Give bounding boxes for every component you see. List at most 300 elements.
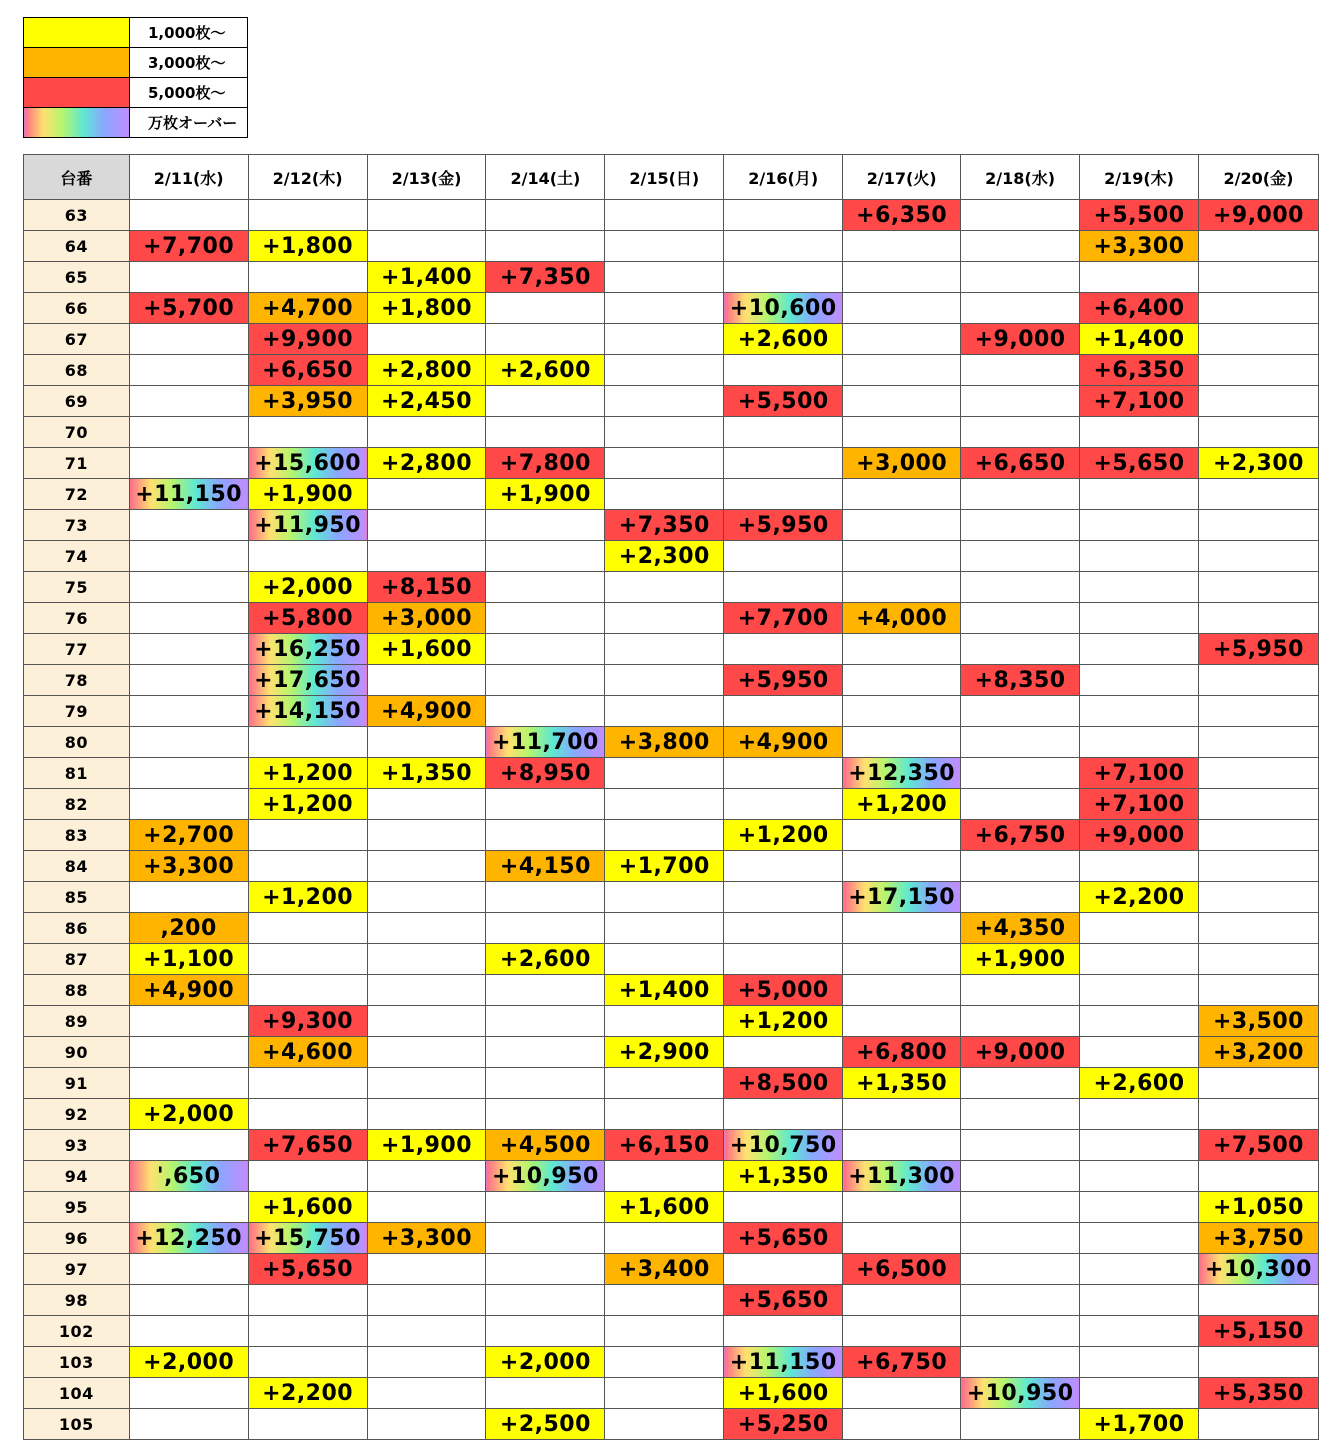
result-cell: +2,000 bbox=[129, 1347, 248, 1378]
result-cell bbox=[724, 479, 843, 510]
result-cell bbox=[961, 1223, 1080, 1254]
result-cell bbox=[724, 634, 843, 665]
result-cell bbox=[843, 1409, 961, 1440]
result-cell bbox=[1198, 293, 1318, 324]
date-header: 2/15(日) bbox=[605, 155, 724, 200]
result-cell bbox=[367, 1068, 486, 1099]
result-cell: +6,650 bbox=[961, 448, 1080, 479]
table-row bbox=[24, 262, 1319, 293]
machine-number: 67 bbox=[24, 324, 130, 355]
machine-number: 102 bbox=[24, 1316, 130, 1347]
result-cell bbox=[843, 944, 961, 975]
result-cell bbox=[129, 417, 248, 448]
result-cell: +1,200 bbox=[724, 820, 843, 851]
machine-number: 95 bbox=[24, 1192, 130, 1223]
result-cell bbox=[129, 262, 248, 293]
result-cell bbox=[367, 944, 486, 975]
machine-number: 74 bbox=[24, 541, 130, 572]
result-cell: +16,250 bbox=[248, 634, 367, 665]
result-cell: +5,650 bbox=[1080, 448, 1199, 479]
machine-number: 103 bbox=[24, 1347, 130, 1378]
table-row bbox=[24, 727, 1319, 758]
result-cell bbox=[1080, 479, 1199, 510]
machine-number: 65 bbox=[24, 262, 130, 293]
result-cell bbox=[1198, 1068, 1318, 1099]
machine-number: 82 bbox=[24, 789, 130, 820]
machine-number: 89 bbox=[24, 1006, 130, 1037]
result-cell bbox=[1198, 882, 1318, 913]
table-row bbox=[24, 1223, 1319, 1254]
color-legend bbox=[23, 17, 248, 138]
result-cell: +10,600 bbox=[724, 293, 843, 324]
result-cell bbox=[843, 1130, 961, 1161]
result-cell bbox=[248, 1347, 367, 1378]
result-cell bbox=[605, 231, 724, 262]
result-cell bbox=[129, 696, 248, 727]
result-cell: +3,800 bbox=[605, 727, 724, 758]
result-cell: +9,000 bbox=[961, 324, 1080, 355]
result-cell bbox=[129, 1409, 248, 1440]
legend-swatch bbox=[24, 108, 130, 138]
result-cell: +3,300 bbox=[129, 851, 248, 882]
result-cell bbox=[724, 789, 843, 820]
result-cell: +5,650 bbox=[248, 1254, 367, 1285]
date-header: 2/19(木) bbox=[1080, 155, 1199, 200]
machine-number: 63 bbox=[24, 200, 130, 231]
result-cell bbox=[961, 541, 1080, 572]
result-cell: +7,700 bbox=[129, 231, 248, 262]
result-cell: +1,350 bbox=[843, 1068, 961, 1099]
result-cell: +4,900 bbox=[724, 727, 843, 758]
result-cell bbox=[961, 975, 1080, 1006]
result-cell bbox=[129, 634, 248, 665]
result-cell: +7,700 bbox=[724, 603, 843, 634]
result-cell bbox=[486, 293, 605, 324]
result-cell bbox=[724, 1254, 843, 1285]
result-cell bbox=[961, 1006, 1080, 1037]
result-cell: +10,950 bbox=[961, 1378, 1080, 1409]
result-cell bbox=[486, 231, 605, 262]
result-cell bbox=[605, 386, 724, 417]
legend-swatch bbox=[24, 48, 130, 78]
result-cell: +1,900 bbox=[248, 479, 367, 510]
result-cell bbox=[961, 1409, 1080, 1440]
result-cell: +6,800 bbox=[843, 1037, 961, 1068]
result-cell bbox=[367, 200, 486, 231]
result-cell bbox=[1198, 541, 1318, 572]
table-row bbox=[24, 1037, 1319, 1068]
result-cell: +2,600 bbox=[486, 944, 605, 975]
date-header: 2/14(土) bbox=[486, 155, 605, 200]
table-row bbox=[24, 913, 1319, 944]
result-cell bbox=[1080, 975, 1199, 1006]
result-cell: +1,800 bbox=[248, 231, 367, 262]
result-cell bbox=[843, 634, 961, 665]
machine-number: 104 bbox=[24, 1378, 130, 1409]
result-cell bbox=[843, 913, 961, 944]
result-cell bbox=[367, 1254, 486, 1285]
result-cell bbox=[961, 1130, 1080, 1161]
result-cell: +2,200 bbox=[1080, 882, 1199, 913]
result-cell bbox=[129, 603, 248, 634]
result-cell bbox=[129, 1316, 248, 1347]
result-cell bbox=[248, 541, 367, 572]
result-cell: +1,200 bbox=[724, 1006, 843, 1037]
result-cell: +7,100 bbox=[1080, 386, 1199, 417]
result-cell: +9,000 bbox=[1198, 200, 1318, 231]
result-cell bbox=[1198, 1285, 1318, 1316]
table-row bbox=[24, 1378, 1319, 1409]
machine-number: 96 bbox=[24, 1223, 130, 1254]
result-cell bbox=[961, 1068, 1080, 1099]
table-row bbox=[24, 665, 1319, 696]
machine-number: 79 bbox=[24, 696, 130, 727]
result-cell bbox=[129, 789, 248, 820]
result-cell bbox=[1198, 479, 1318, 510]
result-cell: +4,500 bbox=[486, 1130, 605, 1161]
result-cell bbox=[486, 696, 605, 727]
machine-number: 71 bbox=[24, 448, 130, 479]
result-cell: +11,950 bbox=[248, 510, 367, 541]
table-row bbox=[24, 1316, 1319, 1347]
result-cell: +15,600 bbox=[248, 448, 367, 479]
result-cell: +10,300 bbox=[1198, 1254, 1318, 1285]
result-cell bbox=[129, 324, 248, 355]
result-cell bbox=[1198, 1347, 1318, 1378]
result-cell bbox=[1080, 572, 1199, 603]
result-cell bbox=[129, 1068, 248, 1099]
machine-number-header: 台番 bbox=[24, 155, 130, 200]
result-cell: +1,600 bbox=[724, 1378, 843, 1409]
result-cell bbox=[486, 913, 605, 944]
result-cell bbox=[605, 417, 724, 448]
table-row bbox=[24, 448, 1319, 479]
result-cell: +6,750 bbox=[843, 1347, 961, 1378]
result-cell bbox=[605, 665, 724, 696]
result-cell: +6,150 bbox=[605, 1130, 724, 1161]
result-cell bbox=[367, 727, 486, 758]
legend-swatch bbox=[24, 18, 130, 48]
result-cell bbox=[1080, 1192, 1199, 1223]
date-header: 2/17(火) bbox=[843, 155, 961, 200]
result-cell: +2,000 bbox=[129, 1099, 248, 1130]
table-row bbox=[24, 1347, 1319, 1378]
result-cell: +1,200 bbox=[248, 789, 367, 820]
result-cell bbox=[486, 603, 605, 634]
result-cell bbox=[486, 1192, 605, 1223]
result-cell bbox=[367, 1161, 486, 1192]
result-cell bbox=[486, 417, 605, 448]
result-cell: +11,150 bbox=[129, 479, 248, 510]
date-header: 2/16(月) bbox=[724, 155, 843, 200]
result-cell bbox=[961, 510, 1080, 541]
result-cell bbox=[961, 758, 1080, 789]
result-cell bbox=[129, 1378, 248, 1409]
result-cell bbox=[1198, 510, 1318, 541]
result-cell bbox=[1080, 1223, 1199, 1254]
result-cell bbox=[129, 758, 248, 789]
table-row bbox=[24, 820, 1319, 851]
result-cell: +1,400 bbox=[367, 262, 486, 293]
result-cell: +6,350 bbox=[1080, 355, 1199, 386]
result-cell bbox=[724, 1316, 843, 1347]
result-cell: +4,900 bbox=[129, 975, 248, 1006]
result-cell bbox=[1080, 1285, 1199, 1316]
result-cell: +1,900 bbox=[486, 479, 605, 510]
result-cell bbox=[605, 758, 724, 789]
result-cell bbox=[1080, 541, 1199, 572]
result-cell bbox=[605, 634, 724, 665]
result-cell bbox=[961, 696, 1080, 727]
result-cell: +4,700 bbox=[248, 293, 367, 324]
machine-number: 69 bbox=[24, 386, 130, 417]
result-cell bbox=[724, 851, 843, 882]
table-row bbox=[24, 1068, 1319, 1099]
result-cell: +5,250 bbox=[724, 1409, 843, 1440]
result-cell bbox=[129, 1192, 248, 1223]
result-cell: +8,500 bbox=[724, 1068, 843, 1099]
result-cell bbox=[843, 1378, 961, 1409]
legend-label: 1,000枚～ bbox=[130, 18, 248, 48]
date-header: 2/13(金) bbox=[367, 155, 486, 200]
result-cell bbox=[486, 1068, 605, 1099]
result-cell bbox=[843, 510, 961, 541]
result-cell: +12,250 bbox=[129, 1223, 248, 1254]
result-cell: +1,900 bbox=[961, 944, 1080, 975]
table-row bbox=[24, 510, 1319, 541]
legend-row bbox=[24, 48, 248, 78]
result-cell bbox=[486, 386, 605, 417]
result-cell bbox=[486, 634, 605, 665]
result-cell: +2,600 bbox=[1080, 1068, 1199, 1099]
result-cell bbox=[605, 1099, 724, 1130]
result-cell: +9,900 bbox=[248, 324, 367, 355]
result-cell bbox=[129, 1130, 248, 1161]
result-cell bbox=[1080, 603, 1199, 634]
result-cell bbox=[367, 975, 486, 1006]
result-cell bbox=[248, 820, 367, 851]
result-cell bbox=[248, 851, 367, 882]
table-row bbox=[24, 696, 1319, 727]
table-row bbox=[24, 1130, 1319, 1161]
result-cell: +2,600 bbox=[486, 355, 605, 386]
result-cell bbox=[961, 1099, 1080, 1130]
table-row bbox=[24, 386, 1319, 417]
result-cell: +4,600 bbox=[248, 1037, 367, 1068]
result-cell bbox=[605, 479, 724, 510]
result-cell bbox=[605, 200, 724, 231]
result-cell bbox=[843, 262, 961, 293]
result-cell: +3,950 bbox=[248, 386, 367, 417]
result-cell bbox=[367, 417, 486, 448]
result-cell bbox=[961, 386, 1080, 417]
result-cell: +5,500 bbox=[1080, 200, 1199, 231]
result-cell bbox=[843, 665, 961, 696]
machine-number: 105 bbox=[24, 1409, 130, 1440]
result-cell bbox=[961, 634, 1080, 665]
result-cell bbox=[843, 1223, 961, 1254]
result-cell bbox=[367, 882, 486, 913]
machine-number: 64 bbox=[24, 231, 130, 262]
result-cell bbox=[129, 510, 248, 541]
result-cell bbox=[961, 262, 1080, 293]
table-row bbox=[24, 1161, 1319, 1192]
legend-label: 5,000枚～ bbox=[130, 78, 248, 108]
table-row bbox=[24, 479, 1319, 510]
result-cell bbox=[961, 1161, 1080, 1192]
result-cell bbox=[605, 696, 724, 727]
result-cell bbox=[843, 324, 961, 355]
result-cell bbox=[843, 851, 961, 882]
result-cell bbox=[605, 324, 724, 355]
result-cell: +7,100 bbox=[1080, 758, 1199, 789]
machine-number: 86 bbox=[24, 913, 130, 944]
result-cell: +6,350 bbox=[843, 200, 961, 231]
result-cell bbox=[129, 355, 248, 386]
machine-number: 85 bbox=[24, 882, 130, 913]
result-cell: +11,150 bbox=[724, 1347, 843, 1378]
result-cell: +5,700 bbox=[129, 293, 248, 324]
result-cell bbox=[605, 1006, 724, 1037]
result-cell bbox=[961, 231, 1080, 262]
machine-number: 70 bbox=[24, 417, 130, 448]
result-cell bbox=[605, 262, 724, 293]
result-cell: +2,300 bbox=[605, 541, 724, 572]
result-cell: +1,100 bbox=[129, 944, 248, 975]
machine-number: 76 bbox=[24, 603, 130, 634]
result-cell bbox=[129, 727, 248, 758]
result-cell bbox=[605, 448, 724, 479]
result-cell: +3,300 bbox=[367, 1223, 486, 1254]
result-cell bbox=[843, 293, 961, 324]
result-cell bbox=[843, 417, 961, 448]
result-cell bbox=[1198, 386, 1318, 417]
result-cell: +5,950 bbox=[1198, 634, 1318, 665]
result-cell bbox=[1198, 944, 1318, 975]
legend-label: 3,000枚～ bbox=[130, 48, 248, 78]
table-row bbox=[24, 293, 1319, 324]
result-cell bbox=[605, 913, 724, 944]
result-cell bbox=[605, 1378, 724, 1409]
result-cell bbox=[1198, 603, 1318, 634]
result-cell bbox=[843, 572, 961, 603]
result-cell bbox=[843, 1099, 961, 1130]
result-cell bbox=[367, 1099, 486, 1130]
result-cell bbox=[1080, 634, 1199, 665]
result-cell bbox=[961, 1347, 1080, 1378]
result-cell bbox=[486, 541, 605, 572]
result-cell bbox=[961, 727, 1080, 758]
result-cell bbox=[1080, 1130, 1199, 1161]
date-header: 2/11(水) bbox=[129, 155, 248, 200]
result-cell bbox=[724, 1099, 843, 1130]
result-cell bbox=[367, 1037, 486, 1068]
result-cell bbox=[605, 1316, 724, 1347]
result-cell: +2,000 bbox=[248, 572, 367, 603]
result-cell bbox=[605, 1347, 724, 1378]
result-cell bbox=[1198, 1409, 1318, 1440]
result-cell bbox=[605, 603, 724, 634]
machine-number: 68 bbox=[24, 355, 130, 386]
legend-row bbox=[24, 78, 248, 108]
result-cell bbox=[724, 944, 843, 975]
result-cell bbox=[1198, 262, 1318, 293]
result-cell: +2,700 bbox=[129, 820, 248, 851]
result-cell: +7,500 bbox=[1198, 1130, 1318, 1161]
table-row bbox=[24, 1099, 1319, 1130]
result-cell: +8,350 bbox=[961, 665, 1080, 696]
result-cell: +5,650 bbox=[724, 1285, 843, 1316]
result-cell: +2,800 bbox=[367, 355, 486, 386]
result-cell bbox=[724, 1192, 843, 1223]
result-cell: +1,400 bbox=[1080, 324, 1199, 355]
machine-number: 87 bbox=[24, 944, 130, 975]
result-cell bbox=[1198, 820, 1318, 851]
result-cell bbox=[248, 975, 367, 1006]
result-cell bbox=[367, 1316, 486, 1347]
result-cell bbox=[486, 665, 605, 696]
result-cell bbox=[367, 851, 486, 882]
result-cell bbox=[961, 479, 1080, 510]
result-cell bbox=[1198, 758, 1318, 789]
result-cell: +10,750 bbox=[724, 1130, 843, 1161]
result-cell bbox=[605, 293, 724, 324]
result-cell bbox=[486, 200, 605, 231]
result-cell bbox=[724, 417, 843, 448]
result-cell bbox=[486, 1223, 605, 1254]
result-cell bbox=[129, 448, 248, 479]
machine-number: 75 bbox=[24, 572, 130, 603]
machine-number: 97 bbox=[24, 1254, 130, 1285]
result-cell bbox=[367, 510, 486, 541]
result-cell bbox=[248, 1099, 367, 1130]
result-cell: +8,150 bbox=[367, 572, 486, 603]
table-row bbox=[24, 882, 1319, 913]
result-cell bbox=[605, 1161, 724, 1192]
table-row bbox=[24, 324, 1319, 355]
result-cell bbox=[486, 1037, 605, 1068]
result-cell bbox=[486, 820, 605, 851]
table-row bbox=[24, 1254, 1319, 1285]
result-cell: +2,450 bbox=[367, 386, 486, 417]
result-cell bbox=[129, 386, 248, 417]
result-cell: +17,150 bbox=[843, 882, 961, 913]
result-cell bbox=[248, 1316, 367, 1347]
result-cell bbox=[486, 975, 605, 1006]
result-cell bbox=[1198, 231, 1318, 262]
result-cell bbox=[1080, 727, 1199, 758]
result-cell bbox=[248, 262, 367, 293]
result-cell: +10,950 bbox=[486, 1161, 605, 1192]
result-cell: +5,800 bbox=[248, 603, 367, 634]
result-cell bbox=[367, 479, 486, 510]
result-cell bbox=[843, 820, 961, 851]
result-cell: +2,800 bbox=[367, 448, 486, 479]
result-cell bbox=[843, 1316, 961, 1347]
result-cell bbox=[129, 200, 248, 231]
result-cell: +11,700 bbox=[486, 727, 605, 758]
result-cell bbox=[843, 541, 961, 572]
result-cell: +6,750 bbox=[961, 820, 1080, 851]
table-row bbox=[24, 851, 1319, 882]
result-cell bbox=[129, 1285, 248, 1316]
result-cell: +1,350 bbox=[367, 758, 486, 789]
result-cell bbox=[1198, 355, 1318, 386]
result-cell: +2,200 bbox=[248, 1378, 367, 1409]
result-cell: +1,600 bbox=[605, 1192, 724, 1223]
result-cell bbox=[1198, 1099, 1318, 1130]
result-cell: +3,750 bbox=[1198, 1223, 1318, 1254]
